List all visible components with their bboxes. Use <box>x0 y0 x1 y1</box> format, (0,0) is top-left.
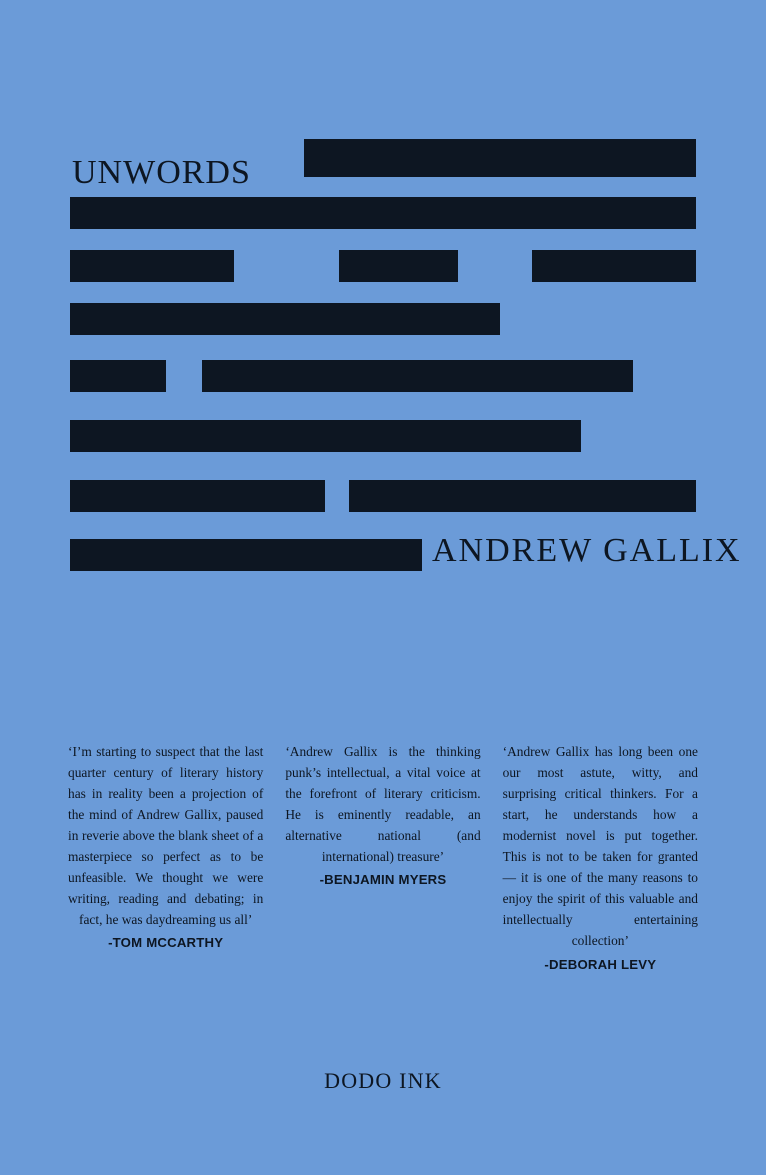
blurb-columns <box>68 742 698 972</box>
redaction-bar <box>304 139 696 177</box>
redaction-bar <box>70 197 696 229</box>
redaction-bar <box>70 539 422 571</box>
redaction-bar <box>70 360 166 392</box>
blurb-text: ‘Andrew Gallix is the thinking punk’s intellectual, a vital voice at the forefront of literary criticism. He is eminently readable, an alternative national (and international) treasure’ <box>285 744 481 864</box>
redaction-bar <box>349 480 696 512</box>
redaction-bar <box>70 303 500 335</box>
publisher-name: DODO INK <box>324 1068 442 1093</box>
blurb-text: ‘I’m starting to suspect that the last quarter century of literary history has in reality been a projection of the mind of Andrew Gallix, paused in reverie above the blank sheet of a masterpiece so perfect as to be unfeasible. We thought we were writing, reading and debating; in fact, he was daydreaming us all’ <box>68 744 264 927</box>
redaction-bar <box>532 250 696 282</box>
blurb-column <box>503 742 698 972</box>
blurb-text: ‘Andrew Gallix has long been one our most astute, witty, and surprising critical thinkers. For a start, he understands how a modernist novel is put together. This is not to be taken for granted — it is one of the many reasons to enjoy the spirit of this valuable and intellectually entertaining collection’ <box>502 744 698 948</box>
blurb-column <box>285 742 480 887</box>
blurb-column <box>68 742 263 950</box>
redaction-bar <box>70 250 234 282</box>
blurb-attribution: -TOM MCCARTHY <box>108 934 224 950</box>
redaction-bar <box>70 480 325 512</box>
page-title: UNWORDS <box>72 153 251 191</box>
blurb-attribution: -BENJAMIN MYERS <box>319 871 447 887</box>
redaction-bar <box>339 250 458 282</box>
redaction-bar <box>202 360 633 392</box>
redaction-bar <box>70 420 581 452</box>
blurb-attribution: -DEBORAH LEVY <box>544 956 657 972</box>
author-name: ANDREW GALLIX <box>432 532 742 569</box>
